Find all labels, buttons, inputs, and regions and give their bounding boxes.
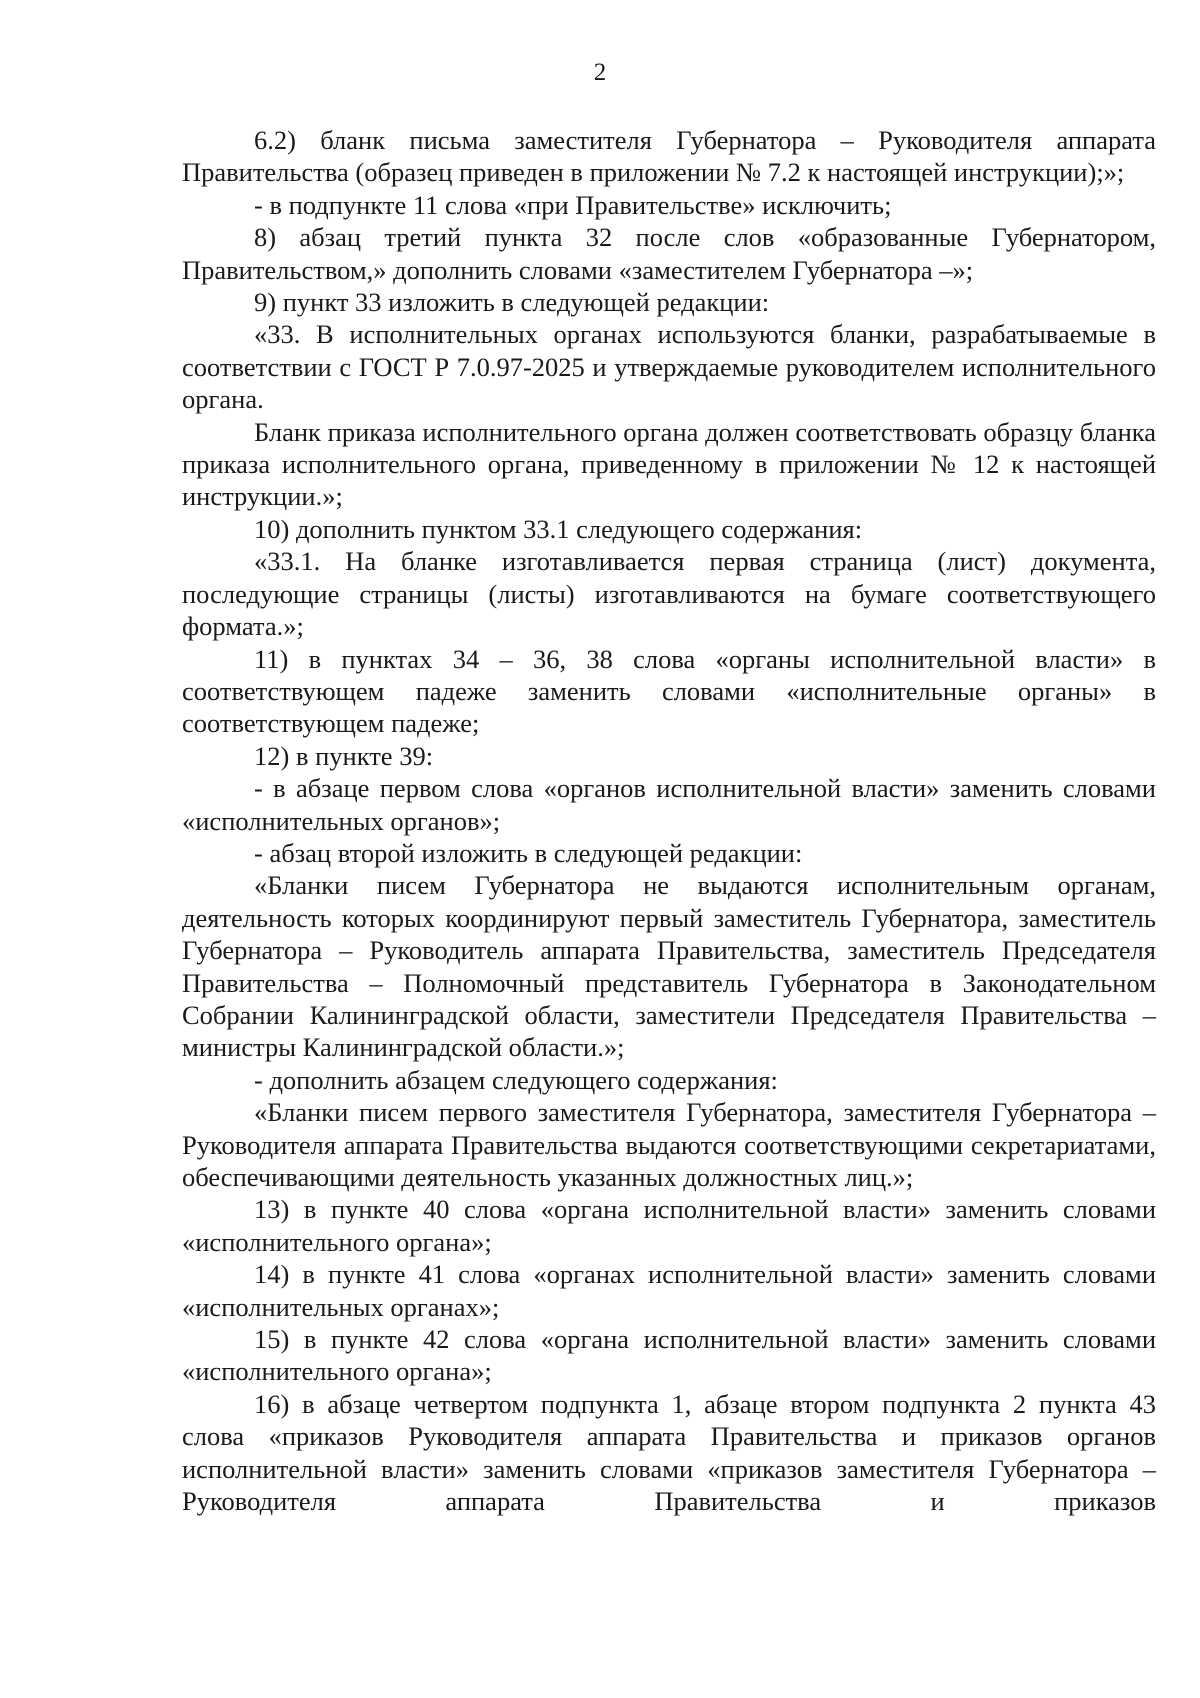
paragraph-deputy-blanks: «Бланки писем первого заместителя Губернатора, заместителя Губернатора – Руководителя аппарата Правительства выдаются соответствующими секретариатами, обеспечивающими деятельность указанных должностных лиц.»; [182,1097,1156,1192]
paragraph-33-1: «33.1. На бланке изготавливается первая страница (лист) документа, последующие страницы (листы) изготавливаются на бумаге соответствующего формата.»; [182,546,1156,642]
paragraph-39-second: - абзац второй изложить в следующей редакции: [254,837,803,868]
paragraph-14: 14) в пункте 41 слова «органах исполнительной власти» заменить словами «исполнительных органах»; [182,1259,1156,1322]
page-number: 2 [593,59,607,86]
document-body [182,124,1156,1517]
paragraph-12: 12) в пункте 39: [254,740,434,771]
paragraph-15: 15) в пункте 42 слова «органа исполнительной власти» заменить словами «исполнительного органа»; [182,1324,1156,1387]
paragraph-39-first: - в абзаце первом слова «органов исполнительной власти» заменить словами «исполнительных органов»; [182,773,1156,836]
paragraph-16: 16) в абзаце четвертом подпункта 1, абзаце втором подпункта 2 пункта 43 слова «приказов Руководителя аппарата Правительства и приказов органов исполнительной власти» заменить словами «приказов заместителя Губернатора – Руководителя аппарата Правительства и приказов [182,1388,1156,1517]
paragraph-add-abzac: - дополнить абзацем следующего содержания: [254,1064,778,1095]
paragraph-9: 9) пункт 33 изложить в следующей редакции: [254,287,770,318]
paragraph-subpoint-11: - в подпункте 11 слова «при Правительстве» исключить; [254,189,892,220]
paragraph-11: 11) в пунктах 34 – 36, 38 слова «органы исполнительной власти» в соответствующем падеже заменить словами «исполнительные органы» в соответствующем падеже; [182,643,1156,739]
paragraph-6-2: 6.2) бланк письма заместителя Губернатора – Руководителя аппарата Правительства (образец приведен в приложении № 7.2 к настоящей инструкции);»; [182,125,1156,188]
paragraph-10: 10) дополнить пунктом 33.1 следующего содержания: [254,513,863,544]
paragraph-33: «33. В исполнительных органах используются бланки, разрабатываемые в соответствии с ГОСТ Р 7.0.97-2025 и утверждаемые руководителем исполнительного органа. [182,319,1156,415]
paragraph-governor-blanks: «Бланки писем Губернатора не выдаются исполнительным органам, деятельность которых координируют первый заместитель Губернатора, заместитель Губернатора – Руководитель аппарата Правительства, заместитель Председателя Правительства – Полномочный представитель Губернатора в Законодательном Собрании Калининградской области, заместители Председателя Правительства – министры Калининградской области.»; [182,870,1156,1063]
paragraph-13: 13) в пункте 40 слова «органа исполнительной власти» заменить словами «исполнительного органа»; [182,1194,1156,1257]
paragraph-order-blank: Бланк приказа исполнительного органа должен соответствовать образцу бланка приказа исполнительного органа, приведенному в приложении № 12 к настоящей инструкции.»; [182,416,1156,512]
paragraph-8: 8) абзац третий пункта 32 после слов «образованные Губернатором, Правительством,» дополнить словами «заместителем Губернатора –»; [182,222,1156,285]
